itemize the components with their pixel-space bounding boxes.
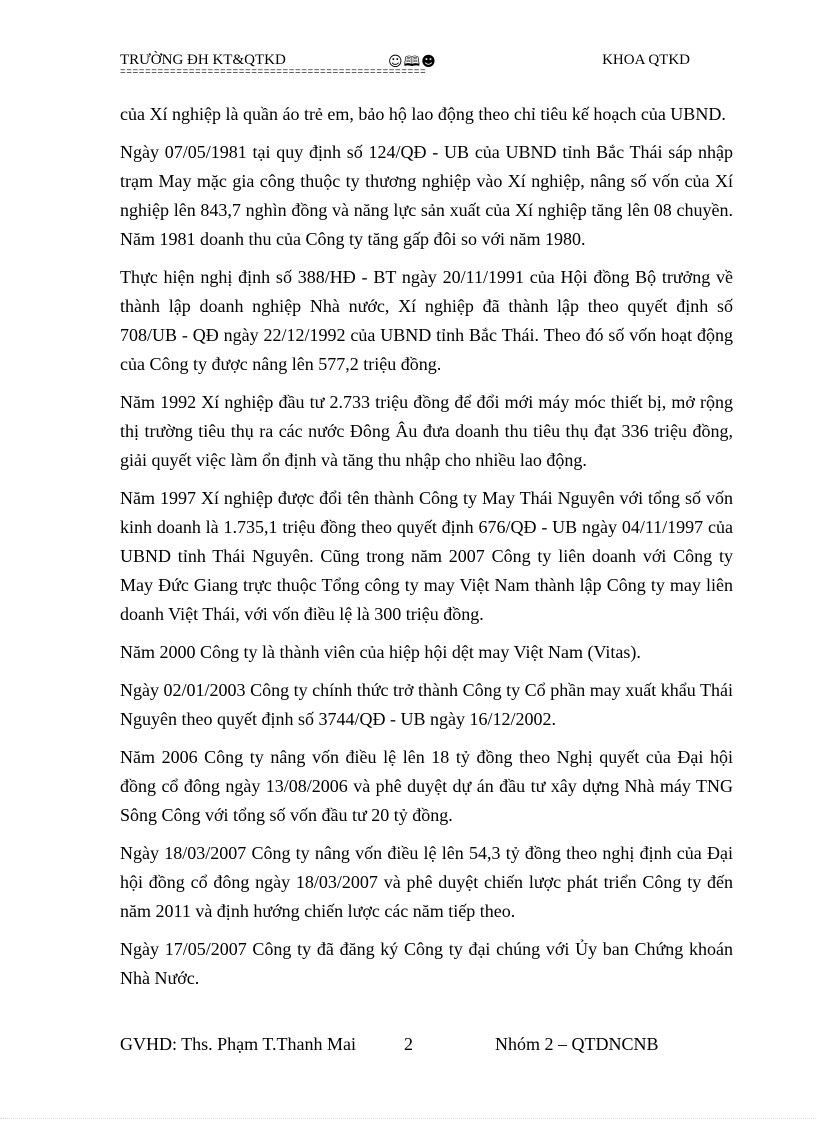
paragraph: Ngày 18/03/2007 Công ty nâng vốn điều lệ lên 54,3 tỷ đồng theo nghị định của Đại hội đồng cổ đông ngày 18/03/2007 và phê duyệt chiến lược phát triển Công ty đến năm 2011 và định hướng chiến lược các năm tiếp theo.	[120, 843, 733, 921]
paragraph: Ngày 07/05/1981 tại quy định số 124/QĐ - UB của UBND tỉnh Bắc Thái sáp nhập trạm May mặc gia công thuộc ty thương nghiệp vào Xí nghiệp, nâng số vốn của Xí nghiệp lên 843,7 nghìn đồng và năng lực sản xuất của Xí nghiệp tăng lên 08 chuyền. Năm 1981 doanh thu của Công ty tăng gấp đôi so với năm 1980.	[120, 142, 733, 249]
paragraph: của Xí nghiệp là quần áo trẻ em, bảo hộ lao động theo chỉ tiêu kế hoạch của UBND.	[120, 104, 726, 124]
paragraph: Năm 1992 Xí nghiệp đầu tư 2.733 triệu đồng để đổi mới máy móc thiết bị, mở rộng thị trường tiêu thụ ra các nước Đông Âu đưa doanh thu tiêu thụ đạt 336 triệu đồng, giải quyết việc làm ổn định và tăng thu nhập cho nhiều lao động.	[120, 392, 733, 470]
paragraph: Năm 1997 Xí nghiệp được đổi tên thành Công ty May Thái Nguyên với tổng số vốn kinh doanh là 1.735,1 triệu đồng theo quyết định 676/QĐ - UB ngày 04/11/1997 của UBND tỉnh Thái Nguyên. Cũng trong năm 2007 Công ty liên doanh với Công ty May Đức Giang trực thuộc Tổng công ty may Việt Nam thành lập Công ty may liên doanh Việt Thái, với vốn điều lệ là 300 triệu đồng.	[120, 488, 733, 624]
paragraph: Năm 2006 Công ty nâng vốn điều lệ lên 18 tỷ đồng theo Nghị quyết của Đại hội đồng cổ đông ngày 13/08/2006 và phê duyệt dự án đầu tư xây dựng Nhà máy TNG Sông Công với tổng số vốn đầu tư 20 tỷ đồng.	[120, 747, 733, 825]
footer-group: Nhóm 2 – QTDNCNB	[495, 1034, 659, 1054]
header-ornament-icon: ☺🕮☻	[388, 54, 437, 70]
page-footer	[120, 1034, 680, 1058]
paragraph: Thực hiện nghị định số 388/HĐ - BT ngày 20/11/1991 của Hội đồng Bộ trưởng về thành lập doanh nghiệp Nhà nước, Xí nghiệp đã thành lập theo quyết định số 708/UB - QĐ ngày 22/12/1992 của UBND tỉnh Bắc Thái. Theo đó số vốn hoạt động của Công ty được nâng lên 577,2 triệu đồng.	[120, 267, 733, 374]
paragraph: Ngày 17/05/2007 Công ty đã đăng ký Công ty đại chúng với Ủy ban Chứng khoán Nhà Nước.	[120, 939, 733, 988]
bottom-divider	[0, 1118, 816, 1120]
footer-instructor: GVHD: Ths. Phạm T.Thanh Mai	[120, 1034, 356, 1054]
header-rule: =================================================	[120, 68, 427, 76]
footer-page-number: 2	[404, 1034, 413, 1054]
body-text	[120, 100, 733, 1002]
header-faculty-name: KHOA QTKD	[602, 52, 690, 68]
paragraph: Năm 2000 Công ty là thành viên của hiệp hội dệt may Việt Nam (Vitas).	[120, 642, 641, 662]
header-school-name: TRƯỜNG ĐH KT&QTKD	[120, 52, 286, 68]
paragraph: Ngày 02/01/2003 Công ty chính thức trở thành Công ty Cổ phần may xuất khẩu Thái Nguyên theo quyết định số 3744/QĐ - UB ngày 16/12/2002.	[120, 680, 733, 729]
